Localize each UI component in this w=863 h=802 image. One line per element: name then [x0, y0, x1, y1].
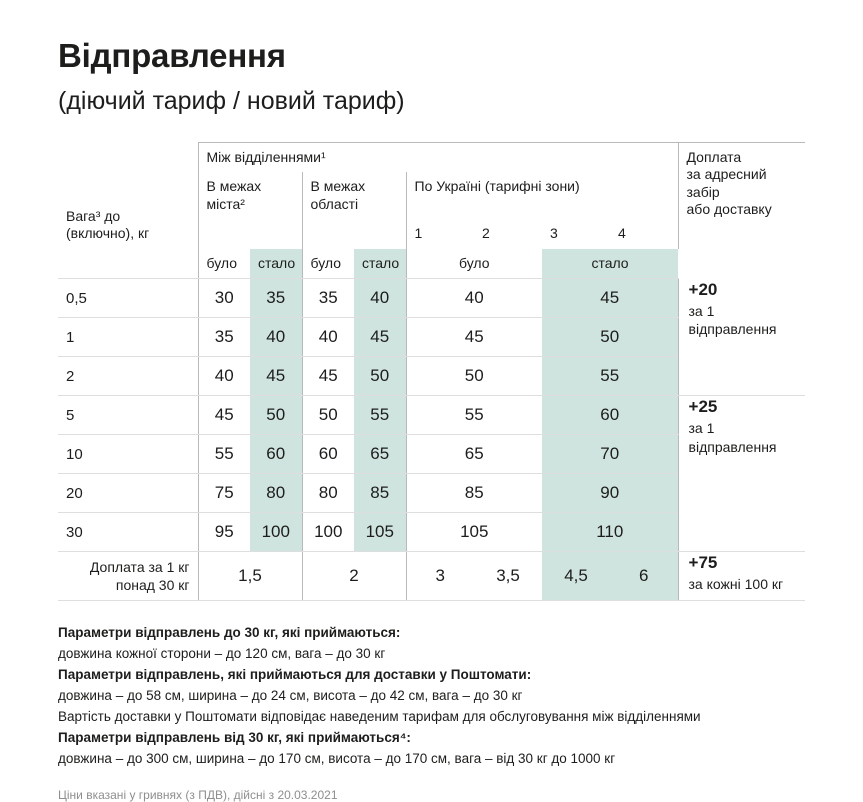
row-weight: 1 [58, 318, 198, 357]
cell-city-was: 95 [198, 513, 250, 552]
city-was-header: було [198, 249, 250, 279]
cell-region-was: 80 [302, 474, 354, 513]
cell-ukraine-was: 55 [406, 396, 542, 435]
ukraine-now-header: стало [542, 249, 678, 279]
region-now-header: стало [354, 249, 406, 279]
cell-ukraine-now: 50 [542, 318, 678, 357]
group-across-ukraine-spacer [406, 142, 678, 172]
extra-region-value: 2 [302, 552, 406, 601]
cell-region-now: 55 [354, 396, 406, 435]
surcharge-cell-1 [678, 279, 805, 396]
col-surcharge-line4: або доставку [686, 201, 772, 218]
region-was-header: було [302, 249, 354, 279]
table-row-extra-per-kg [58, 552, 805, 601]
surcharge-line1-3: за кожні 100 кг [688, 576, 784, 593]
cell-city-now: 80 [250, 474, 302, 513]
tariff-table [58, 142, 805, 602]
col-surcharge-line2: за адресний [686, 166, 767, 183]
table-header-groups [58, 142, 805, 172]
table-row [58, 396, 805, 435]
col-weight-line2: (включно), кг [66, 225, 150, 242]
cell-region-was: 100 [302, 513, 354, 552]
cell-region-was: 60 [302, 435, 354, 474]
col-within-city-line1: В межах [206, 178, 262, 195]
cell-ukraine-now: 60 [542, 396, 678, 435]
extra-city-value: 1,5 [198, 552, 302, 601]
cell-region-now: 45 [354, 318, 406, 357]
col-within-city [198, 172, 302, 249]
surcharge-amount-2: +25 [688, 397, 718, 417]
cell-city-was: 75 [198, 474, 250, 513]
group-between-branches: Між відділеннями¹ [198, 142, 406, 172]
cell-region-was: 50 [302, 396, 354, 435]
ukraine-was-header: було [406, 249, 542, 279]
row-weight: 0,5 [58, 279, 198, 318]
surcharge-cell-2 [678, 396, 805, 552]
table-header-was-now [58, 249, 805, 279]
cell-ukraine-was: 105 [406, 513, 542, 552]
cell-city-now: 100 [250, 513, 302, 552]
row-weight: 30 [58, 513, 198, 552]
cell-region-now: 40 [354, 279, 406, 318]
cell-city-was: 40 [198, 357, 250, 396]
cell-region-now: 105 [354, 513, 406, 552]
footer-note: Ціни вказані у гривнях (з ПДВ), дійсні з 20.03.2021 [58, 787, 338, 802]
row-weight: 20 [58, 474, 198, 513]
zone-1-header: 1 [406, 202, 474, 249]
cell-city-now: 45 [250, 357, 302, 396]
zone-4-header: 4 [618, 225, 626, 242]
col-weight-header [58, 202, 198, 249]
note-line: Параметри відправлень, які приймаються для доставки у Поштомати: [58, 666, 532, 682]
cell-region-was: 35 [302, 279, 354, 318]
spacer-cell-3 [58, 249, 198, 279]
col-within-region-line1: В межах [310, 178, 366, 195]
note-line: Параметри відправлень від 30 кг, які приймаються⁴: [58, 729, 411, 745]
note-line: Параметри відправлень до 30 кг, які приймаються: [58, 625, 401, 641]
cell-city-now: 35 [250, 279, 302, 318]
row-weight: 5 [58, 396, 198, 435]
row-weight: 2 [58, 357, 198, 396]
cell-ukraine-was: 45 [406, 318, 542, 357]
note-line: довжина – до 300 см, ширина – до 170 см, висота – до 170 см, вага – від 30 кг до 1000 кг [58, 750, 616, 766]
cell-ukraine-now: 90 [542, 474, 678, 513]
cell-ukraine-now: 110 [542, 513, 678, 552]
cell-ukraine-now: 70 [542, 435, 678, 474]
note-line: Вартість доставки у Поштомати відповідає наведеним тарифам для обслуговування між відділеннями [58, 708, 701, 724]
col-surcharge-line1: Доплата [686, 148, 742, 165]
cell-ukraine-now: 45 [542, 279, 678, 318]
cell-city-now: 60 [250, 435, 302, 474]
cell-region-was: 40 [302, 318, 354, 357]
col-within-region [302, 172, 406, 249]
page-subtitle: (діючий тариф / новий тариф) [58, 86, 405, 115]
extra-zone3-value: 4,5 [542, 552, 610, 601]
surcharge-cell-3 [678, 552, 805, 601]
col-surcharge-line3: забір [686, 183, 720, 200]
extra-zone1-value: 3 [406, 552, 474, 601]
cell-region-now: 50 [354, 357, 406, 396]
cell-city-now: 50 [250, 396, 302, 435]
col-weight-line1: Вага³ до [66, 207, 121, 224]
table-row [58, 279, 805, 318]
zone-2-header: 2 [482, 225, 490, 242]
extra-row-label-line2: понад 30 кг [115, 577, 190, 594]
spacer-cell [58, 142, 198, 172]
row-weight: 10 [58, 435, 198, 474]
surcharge-line1-2: за 1 [688, 420, 715, 437]
extra-zone2-value: 3,5 [474, 552, 542, 601]
cell-region-was: 45 [302, 357, 354, 396]
note-line: довжина – до 58 см, ширина – до 24 см, висота – до 42 см, вага – до 30 кг [58, 687, 523, 703]
page-title: Відправлення [58, 37, 286, 74]
col-within-region-line2: області [310, 195, 359, 212]
surcharge-amount-3: +75 [688, 553, 718, 573]
surcharge-line2-2: відправлення [688, 438, 777, 455]
notes-block [58, 623, 805, 769]
spacer-cell-2 [58, 172, 198, 202]
zone-3-header: 3 [550, 225, 558, 242]
group-ukraine-zones: По Україні (тарифні зони) [406, 172, 678, 202]
cell-region-now: 85 [354, 474, 406, 513]
cell-ukraine-was: 40 [406, 279, 542, 318]
city-now-header: стало [250, 249, 302, 279]
cell-city-was: 45 [198, 396, 250, 435]
cell-city-was: 35 [198, 318, 250, 357]
surcharge-line2-1: відправлення [688, 321, 777, 338]
cell-city-now: 40 [250, 318, 302, 357]
extra-zone4-value: 6 [610, 552, 678, 601]
cell-ukraine-was: 65 [406, 435, 542, 474]
col-within-city-line2: міста² [206, 195, 245, 212]
cell-region-now: 65 [354, 435, 406, 474]
surcharge-amount-1: +20 [688, 279, 718, 299]
extra-row-label-line1: Доплата за 1 кг [89, 558, 190, 575]
cell-city-was: 55 [198, 435, 250, 474]
cell-ukraine-now: 55 [542, 357, 678, 396]
cell-city-was: 30 [198, 279, 250, 318]
cell-ukraine-was: 50 [406, 357, 542, 396]
note-line: довжина кожної сторони – до 120 см, вага – до 30 кг [58, 646, 386, 662]
surcharge-line1-1: за 1 [688, 302, 715, 319]
cell-ukraine-was: 85 [406, 474, 542, 513]
extra-row-label [58, 552, 198, 601]
col-surcharge-header [678, 142, 805, 249]
